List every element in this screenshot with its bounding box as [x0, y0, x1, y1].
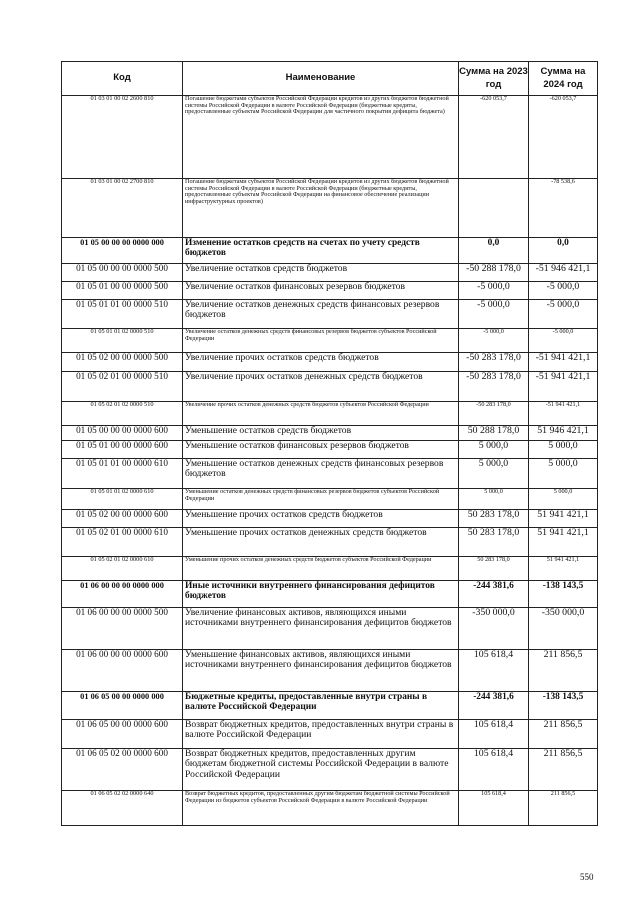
row-code: 01 05 01 01 02 0000 610 — [62, 489, 183, 510]
table-row — [62, 282, 598, 300]
table-row — [62, 96, 598, 179]
row-value-2024: 5 000,0 — [529, 489, 598, 510]
table-row — [62, 402, 598, 426]
row-name: Изменение остатков средств на счетах по учету средств бюджетов — [183, 238, 459, 264]
row-code: 01 05 00 00 00 0000 500 — [62, 264, 183, 282]
row-value-2024: -138 143,5 — [529, 581, 598, 608]
row-name: Увеличение остатков средств бюджетов — [183, 264, 459, 282]
row-value-2023: 50 288 178,0 — [459, 426, 529, 441]
row-name: Иные источники внутреннего финансирования дефицитов бюджетов — [183, 581, 459, 608]
row-name: Уменьшение финансовых активов, являющихся иными источниками внутреннего финансирования дефицитов бюджетов — [183, 650, 459, 692]
row-value-2024: -5 000,0 — [529, 329, 598, 353]
row-code: 01 05 02 01 02 0000 610 — [62, 557, 183, 581]
row-code: 01 06 00 00 00 0000 600 — [62, 650, 183, 692]
table-row — [62, 608, 598, 650]
row-value-2023: 105 618,4 — [459, 791, 529, 826]
row-value-2023: -244 381,6 — [459, 581, 529, 608]
table-row — [62, 557, 598, 581]
table-row — [62, 441, 598, 459]
row-value-2023: 5 000,0 — [459, 489, 529, 510]
row-value-2024: 51 941 421,1 — [529, 528, 598, 557]
row-name: Увеличение прочих остатков денежных средств бюджетов — [183, 372, 459, 402]
row-name: Увеличение прочих остатков средств бюджетов — [183, 353, 459, 372]
table-row — [62, 372, 598, 402]
row-value-2023: 5 000,0 — [459, 459, 529, 489]
table-row — [62, 528, 598, 557]
row-value-2024: 51 946 421,1 — [529, 426, 598, 441]
row-name: Увеличение остатков финансовых резервов бюджетов — [183, 282, 459, 300]
row-name: Уменьшение прочих остатков средств бюджетов — [183, 510, 459, 528]
row-value-2024: 211 856,5 — [529, 650, 598, 692]
header-sum-2023: Сумма на 2023 год — [459, 62, 529, 96]
row-value-2024: -51 941 421,1 — [529, 372, 598, 402]
row-code: 01 05 02 01 00 0000 610 — [62, 528, 183, 557]
row-value-2024: -5 000,0 — [529, 300, 598, 329]
row-code: 01 05 02 01 02 0000 510 — [62, 402, 183, 426]
row-value-2024: 51 941 421,1 — [529, 557, 598, 581]
row-code: 01 06 05 02 00 0000 600 — [62, 749, 183, 791]
table-row — [62, 426, 598, 441]
table-header-row — [62, 62, 598, 96]
table-row — [62, 264, 598, 282]
row-value-2023: -50 283 178,0 — [459, 372, 529, 402]
row-value-2024: -350 000,0 — [529, 608, 598, 650]
row-name: Увеличение прочих остатков денежных средств бюджетов субъектов Российской Федерации — [183, 402, 459, 426]
row-value-2024: -78 538,6 — [529, 179, 598, 238]
row-name: Возврат бюджетных кредитов, предоставленных другим бюджетам бюджетной системы Российской Федерации из бюджетов субъектов Российской Федерации в валюте Российской Федерации — [183, 791, 459, 826]
budget-sources-table — [61, 61, 598, 826]
table-row — [62, 581, 598, 608]
row-name: Возврат бюджетных кредитов, предоставленных внутри страны в валюте Российской Федерации — [183, 720, 459, 749]
row-value-2024: 51 941 421,1 — [529, 510, 598, 528]
row-code: 01 05 01 01 02 0000 510 — [62, 329, 183, 353]
row-value-2023: 5 000,0 — [459, 441, 529, 459]
row-code: 01 05 00 00 00 0000 000 — [62, 238, 183, 264]
row-name: Погашение бюджетами субъектов Российской Федерации кредитов из других бюджетов бюджетной системы Российской Федерации в валюте Российской Федерации (бюджетные кредиты, предоставленные субъектам Российской Федерации на финансовое обеспечение реализации инфраструктурных проектов) — [183, 179, 459, 238]
row-value-2024: -51 941 421,1 — [529, 353, 598, 372]
table-row — [62, 300, 598, 329]
row-name: Уменьшение остатков денежных средств финансовых резервов бюджетов субъектов Российской Федерации — [183, 489, 459, 510]
row-code: 01 03 01 00 02 2700 810 — [62, 179, 183, 238]
row-value-2023: -620 053,7 — [459, 96, 529, 179]
row-value-2024: -620 053,7 — [529, 96, 598, 179]
row-code: 01 05 02 01 00 0000 510 — [62, 372, 183, 402]
row-value-2023: 0,0 — [459, 238, 529, 264]
row-code: 01 05 02 00 00 0000 500 — [62, 353, 183, 372]
row-value-2023: 50 283 178,0 — [459, 510, 529, 528]
table-row — [62, 238, 598, 264]
header-code: Код — [62, 62, 183, 96]
row-code: 01 05 01 01 00 0000 610 — [62, 459, 183, 489]
row-code: 01 03 01 00 02 2600 810 — [62, 96, 183, 179]
row-value-2023: 105 618,4 — [459, 650, 529, 692]
row-value-2023: -350 000,0 — [459, 608, 529, 650]
header-sum-2024: Сумма на 2024 год — [529, 62, 598, 96]
row-code: 01 05 01 00 00 0000 600 — [62, 441, 183, 459]
row-name: Увеличение остатков денежных средств финансовых резервов бюджетов — [183, 300, 459, 329]
row-value-2024: -51 941 421,1 — [529, 402, 598, 426]
table-row — [62, 179, 598, 238]
row-code: 01 06 00 00 00 0000 500 — [62, 608, 183, 650]
row-name: Уменьшение остатков денежных средств финансовых резервов бюджетов — [183, 459, 459, 489]
row-value-2023: -50 283 178,0 — [459, 402, 529, 426]
row-value-2023: -5 000,0 — [459, 300, 529, 329]
table-row — [62, 650, 598, 692]
row-name: Увеличение финансовых активов, являющихся иными источниками внутреннего финансирования дефицитов бюджетов — [183, 608, 459, 650]
row-value-2024: -5 000,0 — [529, 282, 598, 300]
row-value-2024: -138 143,5 — [529, 692, 598, 720]
row-value-2023: -50 283 178,0 — [459, 353, 529, 372]
header-name: Наименование — [183, 62, 459, 96]
row-value-2023 — [459, 179, 529, 238]
row-value-2023: -50 288 178,0 — [459, 264, 529, 282]
row-code: 01 05 02 00 00 0000 600 — [62, 510, 183, 528]
row-name: Уменьшение остатков финансовых резервов бюджетов — [183, 441, 459, 459]
table-row — [62, 720, 598, 749]
row-value-2024: 211 856,5 — [529, 749, 598, 791]
row-value-2023: -5 000,0 — [459, 329, 529, 353]
row-name: Возврат бюджетных кредитов, предоставленных другим бюджетам бюджетной системы Российской Федерации в валюте Российской Федерации — [183, 749, 459, 791]
row-code: 01 05 01 00 00 0000 500 — [62, 282, 183, 300]
table-row — [62, 692, 598, 720]
row-value-2024: 0,0 — [529, 238, 598, 264]
row-value-2023: 105 618,4 — [459, 720, 529, 749]
row-code: 01 06 05 02 02 0000 640 — [62, 791, 183, 826]
row-value-2023: -5 000,0 — [459, 282, 529, 300]
row-code: 01 06 05 00 00 0000 600 — [62, 720, 183, 749]
row-code: 01 05 00 00 00 0000 600 — [62, 426, 183, 441]
table-row — [62, 791, 598, 826]
row-name: Уменьшение остатков средств бюджетов — [183, 426, 459, 441]
table-row — [62, 459, 598, 489]
row-code: 01 06 05 00 00 0000 000 — [62, 692, 183, 720]
page-number: 550 — [580, 872, 594, 882]
row-value-2024: 5 000,0 — [529, 459, 598, 489]
table-row — [62, 489, 598, 510]
row-name: Увеличение остатков денежных средств финансовых резервов бюджетов субъектов Российской Федерации — [183, 329, 459, 353]
table-row — [62, 749, 598, 791]
row-code: 01 05 01 01 00 0000 510 — [62, 300, 183, 329]
row-value-2023: 105 618,4 — [459, 749, 529, 791]
table-row — [62, 329, 598, 353]
row-name: Уменьшение прочих остатков денежных средств бюджетов — [183, 528, 459, 557]
row-value-2024: 211 856,5 — [529, 720, 598, 749]
row-value-2024: 5 000,0 — [529, 441, 598, 459]
row-value-2024: -51 946 421,1 — [529, 264, 598, 282]
row-value-2023: 50 283 178,0 — [459, 557, 529, 581]
row-value-2023: -244 381,6 — [459, 692, 529, 720]
row-name: Уменьшение прочих остатков денежных средств бюджетов субъектов Российской Федерации — [183, 557, 459, 581]
table-row — [62, 510, 598, 528]
row-code: 01 06 00 00 00 0000 000 — [62, 581, 183, 608]
row-value-2023: 50 283 178,0 — [459, 528, 529, 557]
table-row — [62, 353, 598, 372]
row-name: Погашение бюджетами субъектов Российской Федерации кредитов из других бюджетов бюджетной системы Российской Федерации в валюте Российской Федерации (бюджетные кредиты, предоставленные субъектам Российской Федерации для частичного покрытия дефицита бюджета) — [183, 96, 459, 179]
row-value-2024: 211 856,5 — [529, 791, 598, 826]
row-name: Бюджетные кредиты, предоставленные внутри страны в валюте Российской Федерации — [183, 692, 459, 720]
